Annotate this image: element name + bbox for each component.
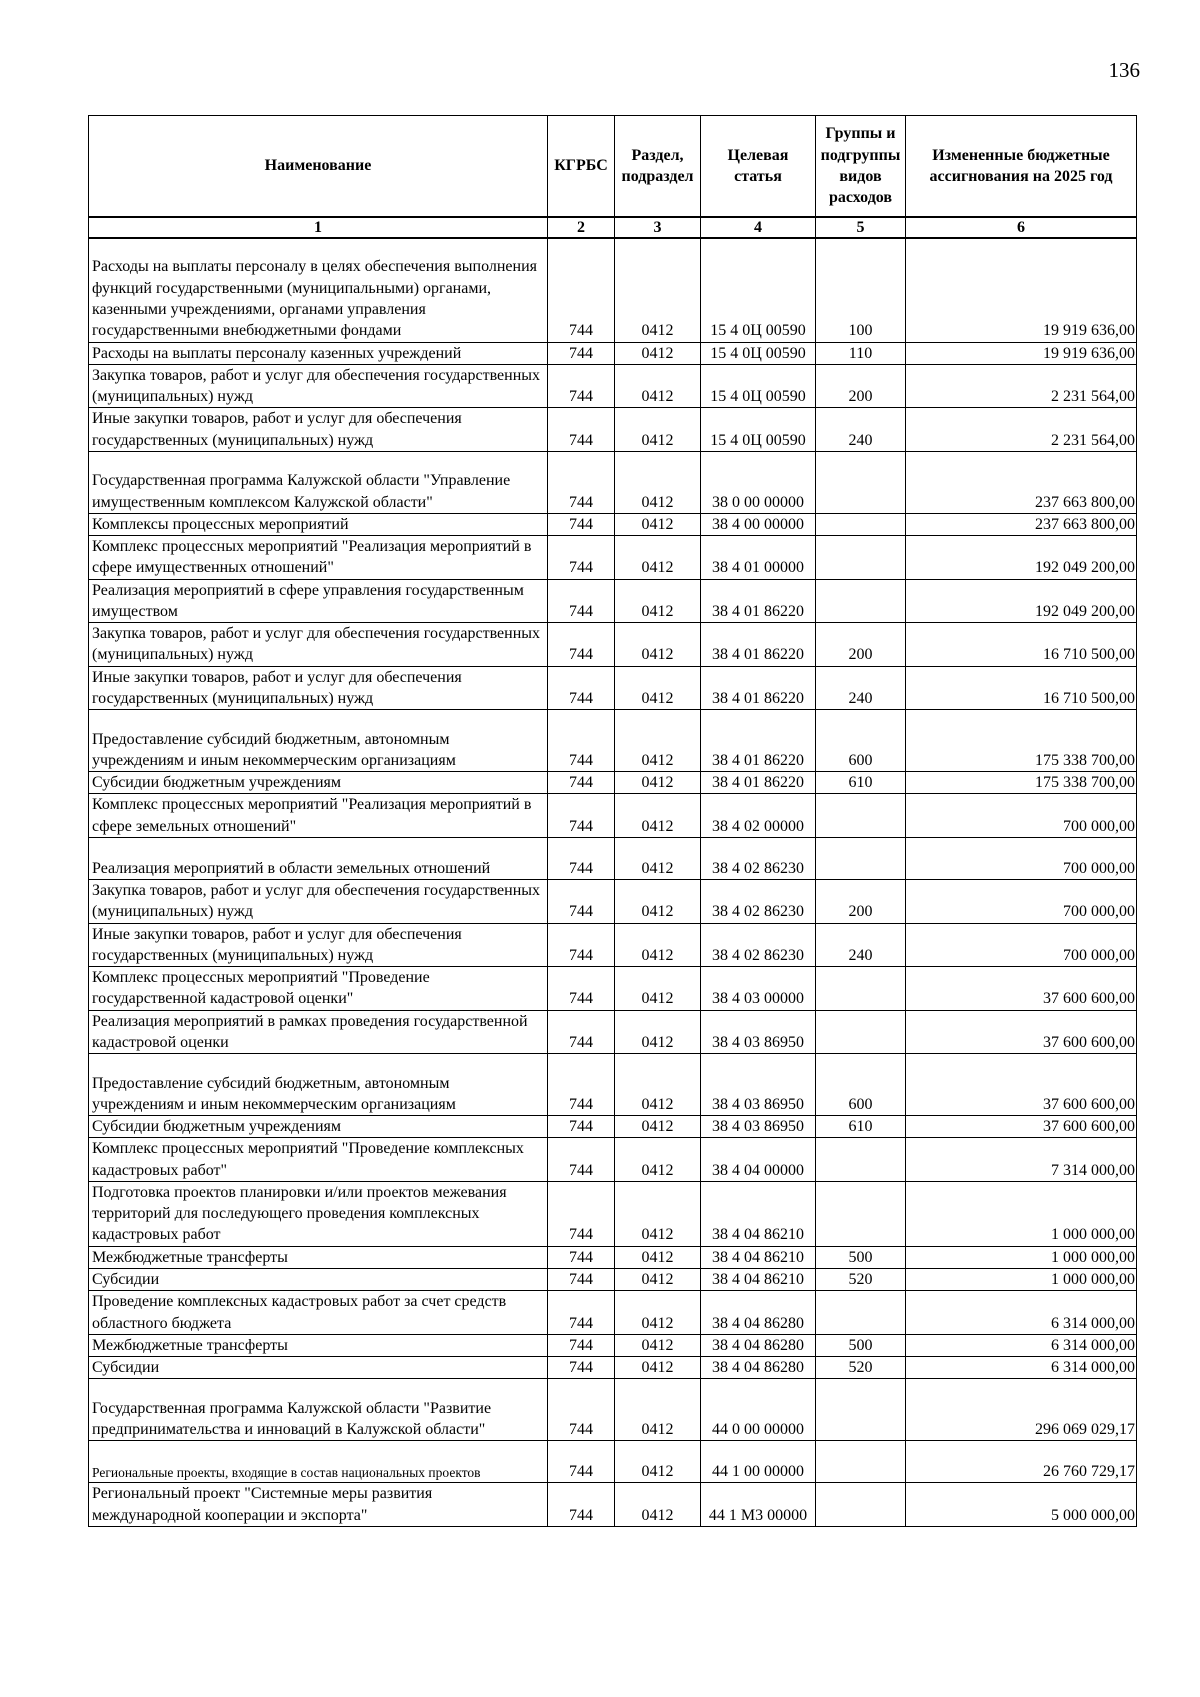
row-target-article-cell: 38 4 03 00000	[701, 967, 816, 1011]
row-expense-group-cell: 520	[816, 1269, 906, 1291]
row-name-cell: Субсидии бюджетным учреждениям	[89, 1116, 548, 1138]
row-expense-group-cell	[816, 451, 906, 513]
row-target-article-cell: 38 4 03 86950	[701, 1116, 816, 1138]
row-kgrbs-cell: 744	[548, 408, 615, 452]
row-name-cell: Государственная программа Калужской области "Управление имущественным комплексом Калужской области"	[89, 451, 548, 513]
row-amount-cell: 2 231 564,00	[906, 364, 1137, 408]
row-kgrbs-cell: 744	[548, 1054, 615, 1116]
row-kgrbs-cell: 744	[548, 579, 615, 623]
table-row	[89, 1357, 1137, 1379]
row-razdel-cell: 0412	[615, 579, 701, 623]
row-name-cell: Предоставление субсидий бюджетным, автономным учреждениям и иным некоммерческим организациям	[89, 710, 548, 772]
row-razdel-cell: 0412	[615, 772, 701, 794]
row-razdel-cell: 0412	[615, 342, 701, 364]
row-name-cell: Комплекс процессных мероприятий "Проведение государственной кадастровой оценки"	[89, 967, 548, 1011]
row-amount-cell: 5 000 000,00	[906, 1483, 1137, 1527]
row-kgrbs-cell: 744	[548, 342, 615, 364]
row-name-cell: Проведение комплексных кадастровых работ за счет средств областного бюджета	[89, 1291, 548, 1335]
row-razdel-cell: 0412	[615, 1291, 701, 1335]
row-amount-cell: 19 919 636,00	[906, 238, 1137, 342]
row-kgrbs-cell: 744	[548, 880, 615, 924]
row-name-cell: Реализация мероприятий в области земельных отношений	[89, 838, 548, 880]
row-target-article-cell: 38 4 02 86230	[701, 880, 816, 924]
row-target-article-cell: 38 4 04 86280	[701, 1334, 816, 1356]
row-kgrbs-cell: 744	[548, 536, 615, 580]
row-target-article-cell: 38 4 01 86220	[701, 710, 816, 772]
table-body	[89, 238, 1137, 1526]
row-amount-cell: 1 000 000,00	[906, 1246, 1137, 1268]
row-target-article-cell: 38 4 02 00000	[701, 794, 816, 838]
row-amount-cell: 6 314 000,00	[906, 1334, 1137, 1356]
row-razdel-cell: 0412	[615, 238, 701, 342]
row-razdel-cell: 0412	[615, 1116, 701, 1138]
row-name-cell: Реализация мероприятий в рамках проведения государственной кадастровой оценки	[89, 1010, 548, 1054]
row-expense-group-cell	[816, 536, 906, 580]
row-name-cell: Иные закупки товаров, работ и услуг для обеспечения государственных (муниципальных) нужд	[89, 408, 548, 452]
row-target-article-cell: 38 4 03 86950	[701, 1054, 816, 1116]
row-target-article-cell: 15 4 0Ц 00590	[701, 238, 816, 342]
row-name-cell: Комплекс процессных мероприятий "Реализация мероприятий в сфере земельных отношений"	[89, 794, 548, 838]
row-amount-cell: 19 919 636,00	[906, 342, 1137, 364]
row-expense-group-cell: 520	[816, 1357, 906, 1379]
row-expense-group-cell	[816, 1483, 906, 1527]
row-amount-cell: 175 338 700,00	[906, 710, 1137, 772]
row-name-cell: Подготовка проектов планировки и/или проектов межевания территорий для последующего проведения комплексных кадастровых работ	[89, 1181, 548, 1246]
row-name-cell: Региональные проекты, входящие в состав национальных проектов	[89, 1441, 548, 1483]
table-row	[89, 1379, 1137, 1441]
row-expense-group-cell	[816, 1291, 906, 1335]
row-expense-group-cell	[816, 1379, 906, 1441]
row-target-article-cell: 38 4 01 00000	[701, 536, 816, 580]
table-row	[89, 794, 1137, 838]
header-expense-groups: Группы и подгруппы видов расходов	[816, 116, 906, 218]
row-razdel-cell: 0412	[615, 1181, 701, 1246]
table-row	[89, 1334, 1137, 1356]
row-expense-group-cell: 200	[816, 623, 906, 667]
row-expense-group-cell: 600	[816, 1054, 906, 1116]
row-expense-group-cell	[816, 513, 906, 535]
row-target-article-cell: 38 4 04 86210	[701, 1246, 816, 1268]
row-name-cell: Субсидии	[89, 1269, 548, 1291]
row-expense-group-cell	[816, 1441, 906, 1483]
table-row	[89, 364, 1137, 408]
row-razdel-cell: 0412	[615, 1334, 701, 1356]
row-target-article-cell: 38 4 03 86950	[701, 1010, 816, 1054]
column-number: 6	[906, 217, 1137, 238]
row-razdel-cell: 0412	[615, 1379, 701, 1441]
row-kgrbs-cell: 744	[548, 513, 615, 535]
row-kgrbs-cell: 744	[548, 1441, 615, 1483]
row-kgrbs-cell: 744	[548, 923, 615, 967]
row-razdel-cell: 0412	[615, 794, 701, 838]
row-amount-cell: 37 600 600,00	[906, 1116, 1137, 1138]
row-amount-cell: 6 314 000,00	[906, 1357, 1137, 1379]
row-kgrbs-cell: 744	[548, 1181, 615, 1246]
row-amount-cell: 700 000,00	[906, 880, 1137, 924]
row-kgrbs-cell: 744	[548, 1269, 615, 1291]
table-row	[89, 536, 1137, 580]
row-name-cell: Закупка товаров, работ и услуг для обеспечения государственных (муниципальных) нужд	[89, 623, 548, 667]
row-razdel-cell: 0412	[615, 710, 701, 772]
row-razdel-cell: 0412	[615, 666, 701, 710]
column-number: 2	[548, 217, 615, 238]
row-name-cell: Региональный проект "Системные меры развития международной кооперации и экспорта"	[89, 1483, 548, 1527]
row-razdel-cell: 0412	[615, 1441, 701, 1483]
row-razdel-cell: 0412	[615, 364, 701, 408]
table-row	[89, 408, 1137, 452]
table-row	[89, 880, 1137, 924]
row-target-article-cell: 38 4 01 86220	[701, 772, 816, 794]
row-name-cell: Расходы на выплаты персоналу в целях обеспечения выполнения функций государственными (муниципальными) органами, казенными учреждениями, органами управления государственными внебюджетными фондами	[89, 238, 548, 342]
table-row	[89, 342, 1137, 364]
row-name-cell: Закупка товаров, работ и услуг для обеспечения государственных (муниципальных) нужд	[89, 880, 548, 924]
row-kgrbs-cell: 744	[548, 710, 615, 772]
row-expense-group-cell: 110	[816, 342, 906, 364]
column-number: 4	[701, 217, 816, 238]
row-kgrbs-cell: 744	[548, 1379, 615, 1441]
row-razdel-cell: 0412	[615, 967, 701, 1011]
header-target-article: Целевая статья	[701, 116, 816, 218]
row-name-cell: Субсидии бюджетным учреждениям	[89, 772, 548, 794]
table-row	[89, 451, 1137, 513]
row-razdel-cell: 0412	[615, 923, 701, 967]
row-expense-group-cell	[816, 1181, 906, 1246]
row-target-article-cell: 38 4 04 86210	[701, 1181, 816, 1246]
row-razdel-cell: 0412	[615, 536, 701, 580]
column-number: 5	[816, 217, 906, 238]
row-name-cell: Государственная программа Калужской области "Развитие предпринимательства и инноваций в Калужской области"	[89, 1379, 548, 1441]
column-number-row	[89, 217, 1137, 238]
row-expense-group-cell	[816, 579, 906, 623]
row-kgrbs-cell: 744	[548, 364, 615, 408]
row-razdel-cell: 0412	[615, 880, 701, 924]
table-row	[89, 923, 1137, 967]
row-target-article-cell: 38 4 02 86230	[701, 838, 816, 880]
table-row	[89, 1269, 1137, 1291]
row-amount-cell: 700 000,00	[906, 794, 1137, 838]
row-kgrbs-cell: 744	[548, 1291, 615, 1335]
row-expense-group-cell	[816, 1010, 906, 1054]
row-amount-cell: 700 000,00	[906, 923, 1137, 967]
row-razdel-cell: 0412	[615, 1483, 701, 1527]
header-kgrbs: КГРБС	[548, 116, 615, 218]
row-amount-cell: 1 000 000,00	[906, 1269, 1137, 1291]
row-amount-cell: 16 710 500,00	[906, 666, 1137, 710]
row-kgrbs-cell: 744	[548, 1138, 615, 1182]
row-name-cell: Комплексы процессных мероприятий	[89, 513, 548, 535]
row-target-article-cell: 44 0 00 00000	[701, 1379, 816, 1441]
row-expense-group-cell: 200	[816, 364, 906, 408]
table-row	[89, 967, 1137, 1011]
row-amount-cell: 700 000,00	[906, 838, 1137, 880]
row-kgrbs-cell: 744	[548, 451, 615, 513]
row-razdel-cell: 0412	[615, 623, 701, 667]
row-name-cell: Межбюджетные трансферты	[89, 1246, 548, 1268]
table-row	[89, 579, 1137, 623]
row-name-cell: Реализация мероприятий в сфере управления государственным имуществом	[89, 579, 548, 623]
row-amount-cell: 26 760 729,17	[906, 1441, 1137, 1483]
row-expense-group-cell: 610	[816, 772, 906, 794]
row-razdel-cell: 0412	[615, 838, 701, 880]
row-amount-cell: 192 049 200,00	[906, 536, 1137, 580]
table-row	[89, 1483, 1137, 1527]
row-kgrbs-cell: 744	[548, 1483, 615, 1527]
row-target-article-cell: 15 4 0Ц 00590	[701, 342, 816, 364]
table-row	[89, 1441, 1137, 1483]
table-row	[89, 1116, 1137, 1138]
budget-table	[88, 115, 1137, 1527]
row-amount-cell: 37 600 600,00	[906, 967, 1137, 1011]
header-name: Наименование	[89, 116, 548, 218]
table-row	[89, 710, 1137, 772]
header-amount: Измененные бюджетные ассигнования на 2025 год	[906, 116, 1137, 218]
row-razdel-cell: 0412	[615, 1138, 701, 1182]
row-expense-group-cell	[816, 794, 906, 838]
row-kgrbs-cell: 744	[548, 967, 615, 1011]
table-row	[89, 838, 1137, 880]
table-row	[89, 1291, 1137, 1335]
column-number: 1	[89, 217, 548, 238]
row-target-article-cell: 44 1 00 00000	[701, 1441, 816, 1483]
row-kgrbs-cell: 744	[548, 1116, 615, 1138]
row-razdel-cell: 0412	[615, 513, 701, 535]
page-number: 136	[1108, 58, 1140, 82]
row-amount-cell: 37 600 600,00	[906, 1054, 1137, 1116]
row-kgrbs-cell: 744	[548, 623, 615, 667]
table-row	[89, 1054, 1137, 1116]
row-amount-cell: 237 663 800,00	[906, 451, 1137, 513]
row-kgrbs-cell: 744	[548, 1334, 615, 1356]
row-kgrbs-cell: 744	[548, 1010, 615, 1054]
column-number: 3	[615, 217, 701, 238]
row-name-cell: Иные закупки товаров, работ и услуг для обеспечения государственных (муниципальных) нужд	[89, 666, 548, 710]
row-target-article-cell: 38 4 04 86280	[701, 1357, 816, 1379]
row-name-cell: Комплекс процессных мероприятий "Проведение комплексных кадастровых работ"	[89, 1138, 548, 1182]
row-kgrbs-cell: 744	[548, 838, 615, 880]
row-expense-group-cell: 600	[816, 710, 906, 772]
row-razdel-cell: 0412	[615, 1246, 701, 1268]
table-row	[89, 666, 1137, 710]
row-razdel-cell: 0412	[615, 1010, 701, 1054]
row-target-article-cell: 38 4 01 86220	[701, 666, 816, 710]
row-target-article-cell: 38 4 01 86220	[701, 579, 816, 623]
row-kgrbs-cell: 744	[548, 794, 615, 838]
table-row	[89, 772, 1137, 794]
row-target-article-cell: 38 4 04 86280	[701, 1291, 816, 1335]
row-name-cell: Комплекс процессных мероприятий "Реализация мероприятий в сфере имущественных отношений"	[89, 536, 548, 580]
row-kgrbs-cell: 744	[548, 1246, 615, 1268]
table-row	[89, 513, 1137, 535]
row-target-article-cell: 44 1 М3 00000	[701, 1483, 816, 1527]
row-name-cell: Субсидии	[89, 1357, 548, 1379]
row-amount-cell: 237 663 800,00	[906, 513, 1137, 535]
row-kgrbs-cell: 744	[548, 666, 615, 710]
row-expense-group-cell: 500	[816, 1334, 906, 1356]
row-expense-group-cell: 500	[816, 1246, 906, 1268]
row-amount-cell: 7 314 000,00	[906, 1138, 1137, 1182]
row-amount-cell: 2 231 564,00	[906, 408, 1137, 452]
row-amount-cell: 175 338 700,00	[906, 772, 1137, 794]
row-target-article-cell: 38 4 00 00000	[701, 513, 816, 535]
row-name-cell: Закупка товаров, работ и услуг для обеспечения государственных (муниципальных) нужд	[89, 364, 548, 408]
row-name-cell: Иные закупки товаров, работ и услуг для обеспечения государственных (муниципальных) нужд	[89, 923, 548, 967]
row-amount-cell: 296 069 029,17	[906, 1379, 1137, 1441]
row-expense-group-cell: 200	[816, 880, 906, 924]
row-target-article-cell: 38 4 01 86220	[701, 623, 816, 667]
row-name-cell: Межбюджетные трансферты	[89, 1334, 548, 1356]
row-expense-group-cell	[816, 838, 906, 880]
row-razdel-cell: 0412	[615, 451, 701, 513]
row-amount-cell: 6 314 000,00	[906, 1291, 1137, 1335]
row-amount-cell: 16 710 500,00	[906, 623, 1137, 667]
row-target-article-cell: 15 4 0Ц 00590	[701, 408, 816, 452]
row-amount-cell: 37 600 600,00	[906, 1010, 1137, 1054]
table-row	[89, 623, 1137, 667]
row-target-article-cell: 38 4 04 00000	[701, 1138, 816, 1182]
table-row	[89, 1246, 1137, 1268]
row-razdel-cell: 0412	[615, 1357, 701, 1379]
row-expense-group-cell	[816, 967, 906, 1011]
row-razdel-cell: 0412	[615, 1269, 701, 1291]
row-kgrbs-cell: 744	[548, 772, 615, 794]
row-target-article-cell: 38 4 02 86230	[701, 923, 816, 967]
table-row	[89, 1138, 1137, 1182]
row-expense-group-cell: 240	[816, 923, 906, 967]
table-row	[89, 1181, 1137, 1246]
table-row	[89, 1010, 1137, 1054]
row-name-cell: Расходы на выплаты персоналу казенных учреждений	[89, 342, 548, 364]
row-target-article-cell: 38 4 04 86210	[701, 1269, 816, 1291]
row-expense-group-cell: 240	[816, 666, 906, 710]
row-razdel-cell: 0412	[615, 408, 701, 452]
row-expense-group-cell: 100	[816, 238, 906, 342]
row-kgrbs-cell: 744	[548, 238, 615, 342]
row-razdel-cell: 0412	[615, 1054, 701, 1116]
row-target-article-cell: 15 4 0Ц 00590	[701, 364, 816, 408]
row-expense-group-cell: 240	[816, 408, 906, 452]
header-row	[89, 116, 1137, 218]
row-target-article-cell: 38 0 00 00000	[701, 451, 816, 513]
row-kgrbs-cell: 744	[548, 1357, 615, 1379]
row-expense-group-cell	[816, 1138, 906, 1182]
row-amount-cell: 192 049 200,00	[906, 579, 1137, 623]
header-razdel: Раздел, подраздел	[615, 116, 701, 218]
row-name-cell: Предоставление субсидий бюджетным, автономным учреждениям и иным некоммерческим организациям	[89, 1054, 548, 1116]
row-expense-group-cell: 610	[816, 1116, 906, 1138]
row-amount-cell: 1 000 000,00	[906, 1181, 1137, 1246]
table-row	[89, 238, 1137, 342]
